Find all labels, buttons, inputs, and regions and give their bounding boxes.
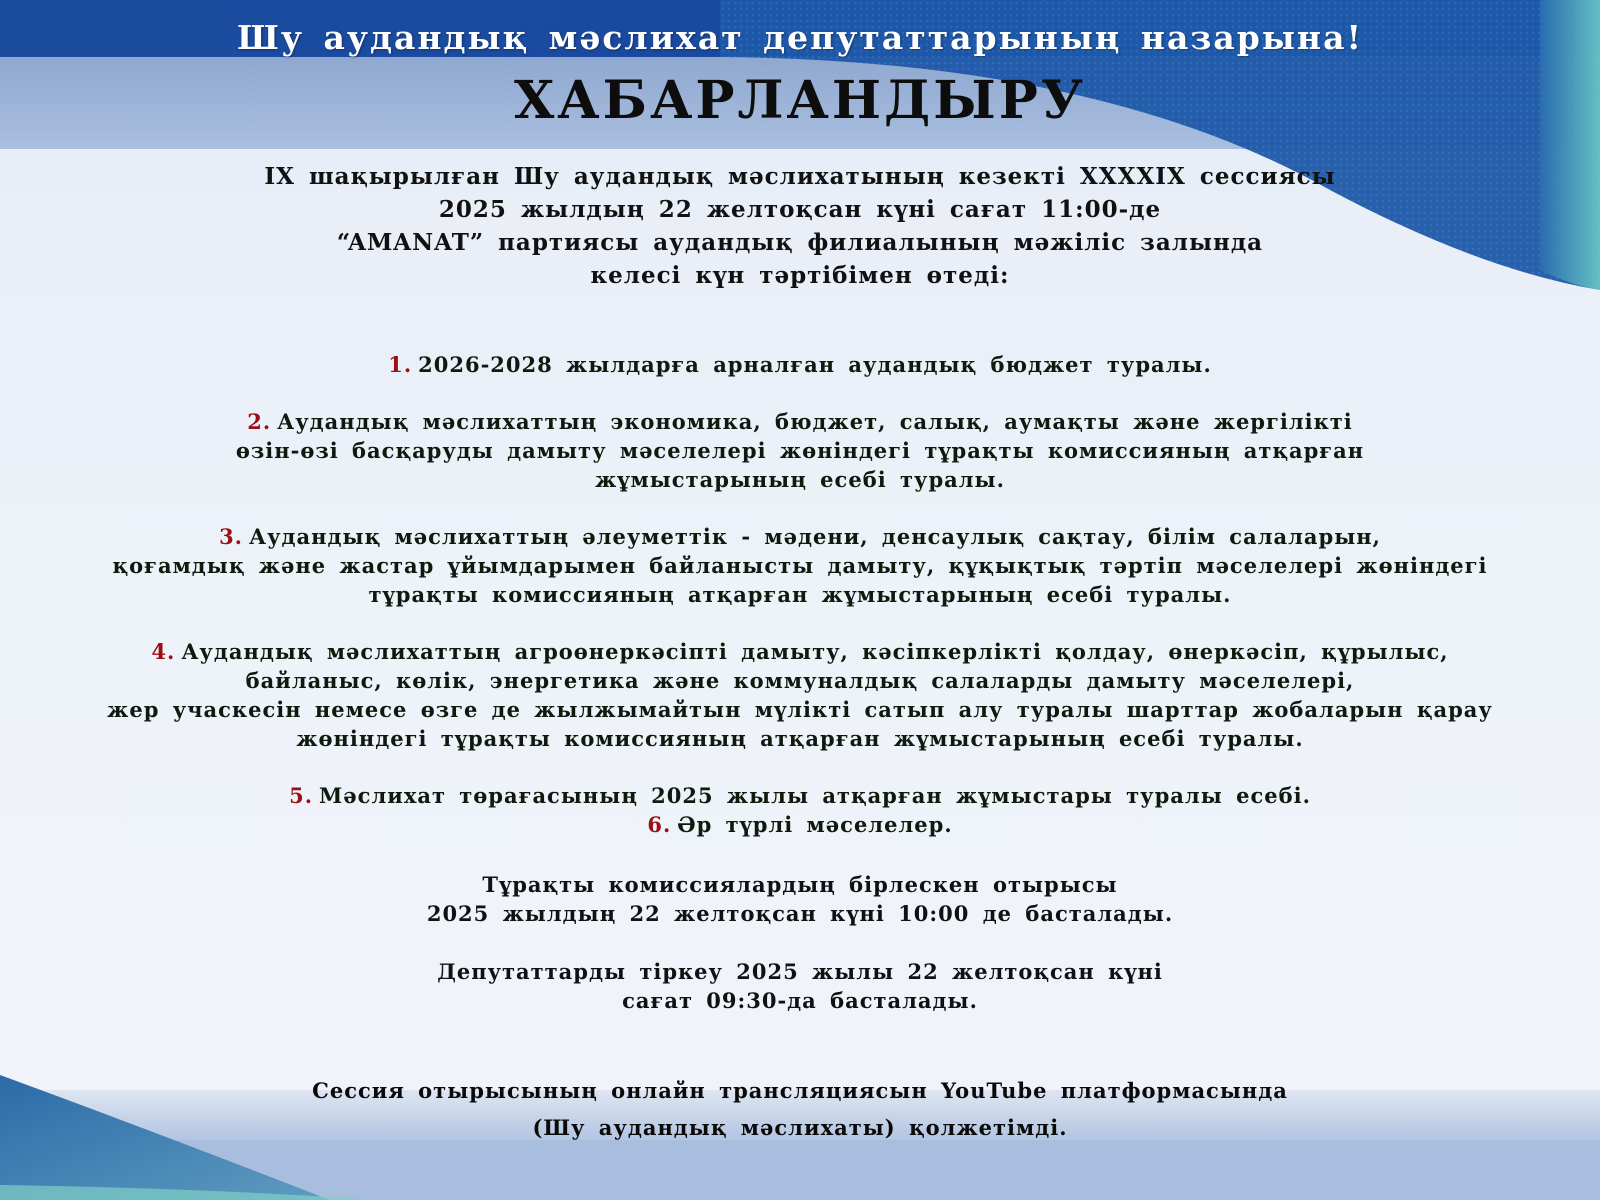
agenda-list [40,350,1560,839]
agenda-number: 2. [247,409,272,434]
registration-line: Депутаттарды тіркеу 2025 жылы 22 желтоқсан күні [437,959,1163,984]
agenda-text: Аудандық мәслихаттың агроөнеркәсіпті дамыту, кәсіпкерлікті қолдау, өнеркәсіп, құрылыс, [181,639,1449,664]
announcement-title: ХАБАРЛАНДЫРУ [513,70,1087,131]
agenda-text: Аудандық мәслихаттың әлеуметтік - мәдени, денсаулық сақтау, білім салаларын, [249,524,1381,549]
broadcast-notice [0,1072,1600,1146]
broadcast-line: Сессия отырысының онлайн трансляциясын YouTube платформасында [312,1078,1288,1103]
agenda-text: жұмыстарының есебі туралы. [595,467,1005,492]
session-intro [0,160,1600,292]
joint-meeting-line: 2025 жылдың 22 желтоқсан күні 10:00 де басталады. [426,901,1174,926]
agenda-item-5 [40,781,1560,810]
agenda-number: 5. [289,783,314,808]
agenda-text: тұрақты комиссияның атқарған жұмыстарының есебі туралы. [368,582,1232,607]
agenda-item-2 [40,407,1560,494]
agenda-number: 1. [388,352,413,377]
agenda-item-1 [40,350,1560,379]
agenda-item-3 [40,522,1560,609]
attention-heading: Шу аудандық мәслихат депутаттарының назарына! [237,18,1363,57]
agenda-item-6 [40,810,1560,839]
agenda-text: жер учаскесін немесе өзге де жылжымайтын мүлікті сатып алу туралы шарттар жобаларын қарау [107,697,1493,722]
agenda-text: байланыс, көлік, энергетика және коммуналдық салаларды дамыту мәселелері, [245,668,1355,693]
registration-notice [0,957,1600,1015]
agenda-text: 2026-2028 жылдарға арналған аудандық бюджет туралы. [418,352,1212,377]
agenda-text: өзін-өзі басқаруды дамыту мәселелері жөніндегі тұрақты комиссияның атқарған [235,438,1365,463]
agenda-text: Аудандық мәслихаттың экономика, бюджет, салық, аумақты және жергілікті [277,409,1353,434]
agenda-number: 6. [647,812,672,837]
intro-line: 2025 жылдың 22 желтоқсан күні сағат 11:00-де [438,196,1162,223]
agenda-number: 3. [219,524,243,549]
intro-line: “AMANAT” партиясы аудандық филиалының мәжіліс залында [336,229,1264,256]
agenda-text: Мәслихат төрағасының 2025 жылы атқарған жұмыстары туралы есебі. [319,783,1311,808]
intro-line: келесі күн тәртібімен өтеді: [590,262,1010,289]
intro-line: IX шақырылған Шу аудандық мәслихатының кезекті XXXXIX сессиясы [264,163,1336,190]
broadcast-line: (Шу аудандық мәслихаты) қолжетімді. [532,1115,1068,1140]
registration-line: сағат 09:30-да басталады. [622,988,978,1013]
agenda-text: жөніндегі тұрақты комиссияның атқарған жұмыстарының есебі туралы. [296,726,1304,751]
agenda-text: қоғамдық және жастар ұйымдарымен байланысты дамыту, құқықтық тәртіп мәселелері жөніндегі [112,553,1488,578]
agenda-number: 4. [151,639,176,664]
joint-meeting-line: Тұрақты комиссиялардың бірлескен отырысы [482,872,1118,897]
joint-meeting-notice [0,870,1600,928]
agenda-item-4 [40,637,1560,753]
agenda-text: Әр түрлі мәселелер. [677,812,953,837]
